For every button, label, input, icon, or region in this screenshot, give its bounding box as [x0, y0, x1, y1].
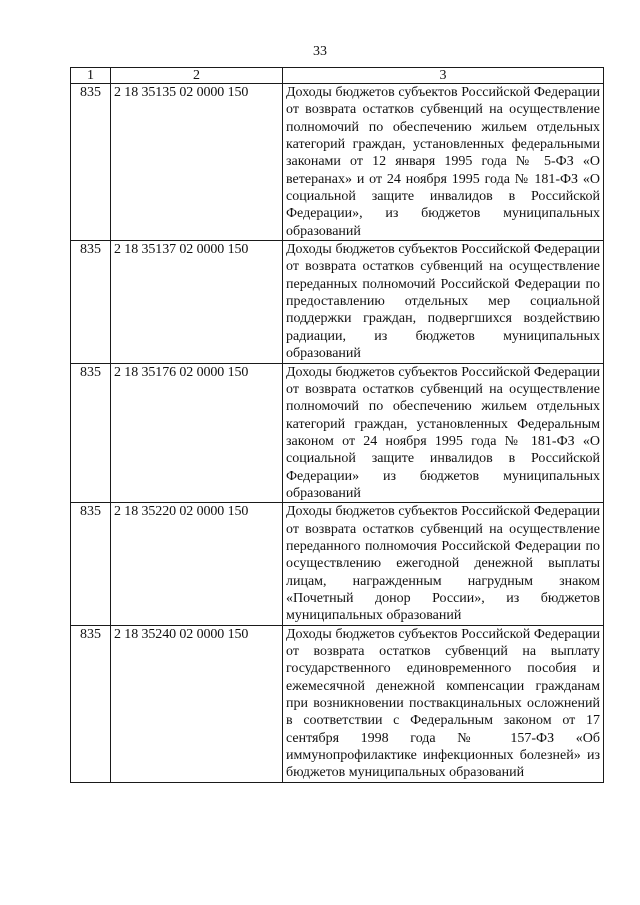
- admin-code-cell: 835: [71, 503, 111, 625]
- description-cell: Доходы бюджетов субъектов Российской Федерации от возврата остатков субвенций на осуществление переданного полномочия Российской Федерации по осуществлению ежегодной денежной выплаты лицам, награжденным нагрудным знаком «Почетный донор России», из бюджетов муниципальных образований: [283, 503, 604, 625]
- description-cell: Доходы бюджетов субъектов Российской Федерации от возврата остатков субвенций на осуществление полномочий по обеспечению жильем отдельных категорий граждан, установленных федеральными законами от 12 января 1995 года № 5-ФЗ «О ветеранах» и от 24 ноября 1995 года № 181-ФЗ «О социальной защите инвалидов в Российской Федерации», из бюджетов муниципальных образований: [283, 84, 604, 241]
- description-cell: Доходы бюджетов субъектов Российской Федерации от возврата остатков субвенций на осуществление переданных полномочий Российской Федерации по предоставлению отдельных мер социальной поддержки граждан, подвергшихся воздействию радиации, из бюджетов муниципальных образований: [283, 241, 604, 363]
- budget-code-cell: 2 18 35240 02 0000 150: [111, 625, 283, 782]
- description-cell: Доходы бюджетов субъектов Российской Федерации от возврата остатков субвенций на выплату государственного единовременного пособия и ежемесячной денежной компенсации гражданам при возникновении поствакцинальных осложнений в соответствии с Федеральным законом от 17 сентября 1998 года № 157-ФЗ «Об иммунопрофилактике инфекционных болезней» из бюджетов муниципальных образований: [283, 625, 604, 782]
- page-number: 33: [313, 44, 327, 59]
- table-row: [71, 503, 604, 625]
- column-header-2: 2: [111, 68, 283, 84]
- admin-code-cell: 835: [71, 363, 111, 503]
- budget-code-cell: 2 18 35137 02 0000 150: [111, 241, 283, 363]
- column-header-1: 1: [71, 68, 111, 84]
- table-row: [71, 241, 604, 363]
- table-row: [71, 363, 604, 503]
- budget-code-cell: 2 18 35220 02 0000 150: [111, 503, 283, 625]
- column-header-3: 3: [283, 68, 604, 84]
- table-row: [71, 625, 604, 782]
- description-cell: Доходы бюджетов субъектов Российской Федерации от возврата остатков субвенций на осуществление полномочий по обеспечению жильем отдельных категорий граждан, установленных Федеральным законом от 24 ноября 1995 года № 181-ФЗ «О социальной защите инвалидов в Российской Федерации» из бюджетов муниципальных образований: [283, 363, 604, 503]
- table-row: [71, 84, 604, 241]
- admin-code-cell: 835: [71, 625, 111, 782]
- admin-code-cell: 835: [71, 241, 111, 363]
- budget-code-cell: 2 18 35135 02 0000 150: [111, 84, 283, 241]
- budget-revenue-table: [70, 67, 604, 783]
- table-header-row: [71, 68, 604, 84]
- budget-code-cell: 2 18 35176 02 0000 150: [111, 363, 283, 503]
- admin-code-cell: 835: [71, 84, 111, 241]
